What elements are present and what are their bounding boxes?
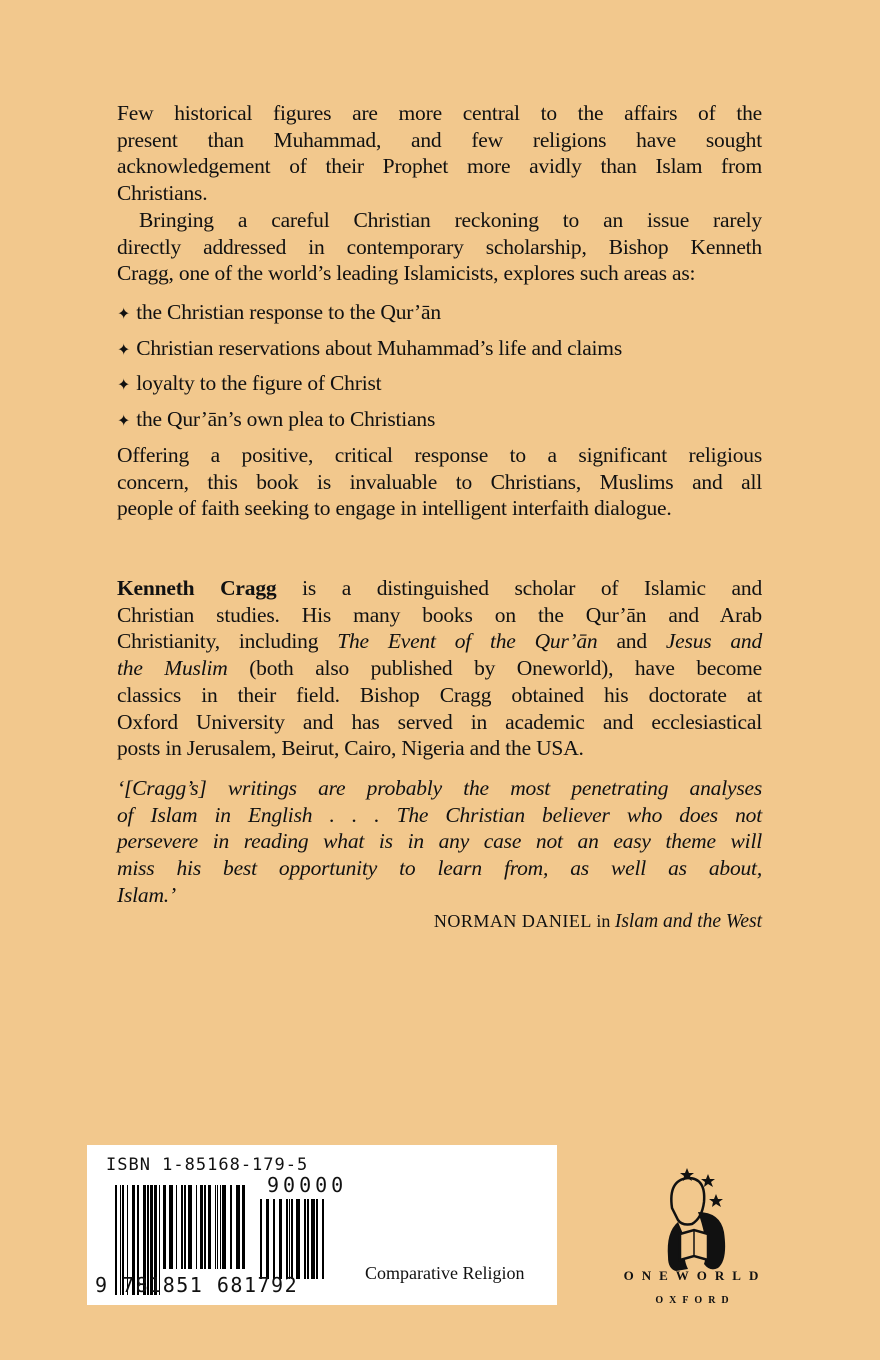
text-run: people of faith seeking to engage in intelligent interfaith dialogue. (117, 496, 672, 521)
publisher-name: ONEWORLD (623, 1268, 767, 1283)
barcode-bar (260, 1199, 262, 1279)
barcode-bar (266, 1199, 269, 1279)
text-run: Jesus and (665, 629, 763, 654)
barcode-bar (215, 1185, 216, 1269)
barcode-bar (181, 1185, 183, 1269)
text-line (117, 180, 762, 207)
intro-paragraph-1 (117, 100, 762, 207)
barcode-bar (291, 1199, 293, 1279)
category-label: Comparative Religion (365, 1263, 525, 1283)
quote-source: Islam and the West (614, 911, 762, 932)
intro-paragraph-2 (117, 207, 762, 287)
text-line (117, 735, 762, 762)
barcode-bar (169, 1185, 173, 1269)
text-run: Kenneth Cragg (117, 576, 277, 600)
quote-author: NORMAN DANIEL (433, 911, 592, 931)
attribution-in: in (591, 911, 615, 931)
barcode-bar (230, 1185, 232, 1269)
list-item-text: the Christian response to the Qur’ān (136, 300, 441, 324)
text-run: concern, this book is invaluable to Christians, Muslims and all (117, 469, 762, 494)
barcode-bar (304, 1199, 306, 1279)
barcode-bar (184, 1185, 186, 1269)
barcode-bar (286, 1199, 288, 1279)
review-quote (117, 775, 762, 909)
text-line (117, 709, 762, 736)
text-line (117, 575, 762, 602)
addon-digits: 90000 (267, 1173, 348, 1197)
barcode-panel (87, 1145, 557, 1305)
text-run: of Islam in English . . . The Christian believer who does not (117, 802, 762, 827)
text-line (117, 628, 762, 655)
text-run: ‘[Cragg’s] writings are probably the most penetrating analyses (117, 776, 762, 800)
publisher-city: OXFORD (655, 1295, 735, 1306)
bullet-star-icon: ✦ (117, 377, 131, 394)
quote-attribution (434, 910, 762, 933)
text-line (117, 207, 762, 234)
text-line (117, 234, 762, 261)
text-run: posts in Jerusalem, Beirut, Cairo, Nigeria and the USA. (117, 736, 584, 761)
barcode-bar (204, 1185, 206, 1269)
text-line (117, 775, 762, 802)
barcode-bar (242, 1185, 245, 1269)
text-line (117, 469, 762, 496)
author-bio (117, 575, 762, 762)
text-line (117, 442, 762, 469)
barcode-bar (176, 1185, 177, 1269)
text-run: Oxford University and has served in academic and ecclesiastical (117, 709, 762, 734)
text-line (117, 153, 762, 180)
bullet-star-icon: ✦ (117, 412, 131, 430)
barcode-bar (220, 1185, 221, 1269)
text-line (117, 682, 762, 709)
list-item (117, 403, 762, 439)
barcode-bar (311, 1199, 315, 1279)
text-line (117, 655, 762, 682)
text-run: (both also published by Oneworld), have become (227, 656, 762, 681)
text-run: miss his best opportunity to learn from, as well as about, (117, 856, 762, 881)
text-run: present than Muhammad, and few religions have sought (117, 127, 762, 152)
text-run: persevere in reading what is in any case not an easy theme will (117, 829, 762, 854)
list-item-text: Christian reservations about Muhammad’s life and claims (136, 335, 622, 360)
text-run: Christianity, including (117, 629, 338, 654)
text-run: the Muslim (117, 656, 228, 681)
barcode-bar (279, 1199, 282, 1279)
text-run: classics in their field. Bishop Cragg obtained his doctorate at (117, 682, 762, 707)
text-line (117, 127, 762, 154)
list-item-text: loyalty to the figure of Christ (136, 371, 382, 395)
text-line (117, 495, 762, 522)
text-line (117, 802, 762, 829)
bullet-star-icon: ✦ (117, 306, 131, 323)
text-run: and (597, 629, 666, 654)
barcode-bar (316, 1199, 318, 1279)
isbn-label: ISBN 1-85168-179-5 (106, 1155, 309, 1175)
barcode-bar (307, 1199, 309, 1279)
barcode-bar (188, 1185, 192, 1269)
barcode-bar (289, 1199, 290, 1279)
text-run: directly addressed in contemporary scholarship, Bishop Kenneth (117, 234, 762, 259)
list-item (117, 367, 762, 403)
text-run: The Event of the Qur’ān (337, 629, 598, 654)
barcode-bar (200, 1185, 203, 1269)
list-item (117, 332, 762, 368)
barcode-bar (236, 1185, 240, 1269)
barcode-bar (273, 1199, 275, 1279)
barcode-bar (196, 1185, 197, 1269)
summary-paragraph (117, 442, 762, 522)
barcode-bar (163, 1185, 166, 1269)
barcode-bar (222, 1185, 226, 1269)
text-line (117, 828, 762, 855)
barcode-bar (296, 1199, 300, 1279)
text-line (117, 602, 762, 629)
text-run: Offering a positive, critical response to a significant religious (117, 443, 762, 467)
text-run: Cragg, one of the world’s leading Islamicists, explores such areas as: (117, 261, 696, 286)
text-line (117, 855, 762, 882)
text-run: Christians. (117, 181, 208, 206)
text-line (117, 882, 762, 909)
text-run: Bringing a careful Christian reckoning to an issue rarely (139, 208, 762, 232)
text-run: Few historical figures are more central to the affairs of the (117, 101, 762, 125)
barcode-bar (208, 1185, 211, 1269)
text-run: acknowledgement of their Prophet more avidly than Islam from (117, 154, 762, 179)
barcode-bar (217, 1185, 218, 1269)
text-line (117, 260, 762, 287)
ean-digits: 9 781851 681792 (95, 1273, 299, 1297)
text-run: Islam.’ (117, 882, 176, 907)
barcode-bar (322, 1199, 324, 1279)
text-run: Christian studies. His many books on the Qur’ān and Arab (117, 602, 762, 627)
list-item (117, 296, 762, 332)
text-run: is a distinguished scholar of Islamic and (276, 576, 762, 600)
bullet-star-icon: ✦ (117, 341, 131, 359)
topics-list (117, 296, 762, 438)
list-item-text: the Qur’ān’s own plea to Christians (136, 406, 436, 431)
text-line (117, 100, 762, 127)
